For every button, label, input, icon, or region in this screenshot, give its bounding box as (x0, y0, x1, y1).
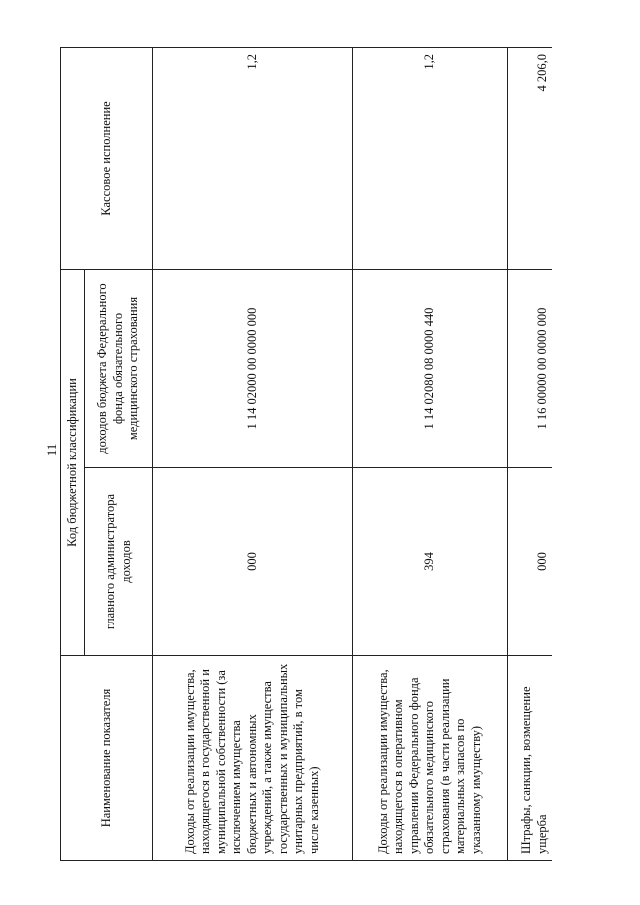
row-admin: 000 (508, 468, 553, 656)
header-income-code: доходов бюджета Федерального фонда обязательного медицинского страхования (85, 270, 153, 468)
table-row (353, 48, 508, 861)
row-name: Доходы от реализации имущества, находящегося в государственной и муниципальной собственности (за исключением имущества бюджетных и автономных учреждений, а также имущества государственных и муниципальных унитарных предприятий, в том числе казенных) (153, 656, 353, 861)
header-row-1 (61, 48, 85, 861)
row-name: Доходы от реализации имущества, находящегося в оперативном управлении Федерального фонда обязательного медицинского страхования (в части реализации материальных запасов по указанному имуществу) (353, 656, 508, 861)
table-row (153, 48, 353, 861)
page-number: 11 (44, 443, 59, 457)
header-admin: главного администратора доходов (85, 468, 153, 656)
row-value: 1,2 (153, 48, 353, 270)
row-value: 1,2 (353, 48, 508, 270)
row-admin: 000 (153, 468, 353, 656)
row-code: 1 14 02080 08 0000 440 (353, 270, 508, 468)
header-name: Наименование показателя (61, 656, 153, 861)
table-row (508, 48, 553, 861)
header-classification: Код бюджетной классификации (61, 270, 85, 656)
row-name: Штрафы, санкции, возмещение ущерба (508, 656, 553, 861)
rotated-table-container (60, 48, 549, 861)
header-execution: Кассовое исполнение (61, 48, 153, 270)
table-rotation-frame (60, 48, 549, 861)
row-admin: 394 (353, 468, 508, 656)
row-code: 1 16 00000 00 0000 000 (508, 270, 553, 468)
row-code: 1 14 02000 00 0000 000 (153, 270, 353, 468)
budget-table (60, 47, 552, 861)
row-value: 4 206,0 (508, 48, 553, 270)
